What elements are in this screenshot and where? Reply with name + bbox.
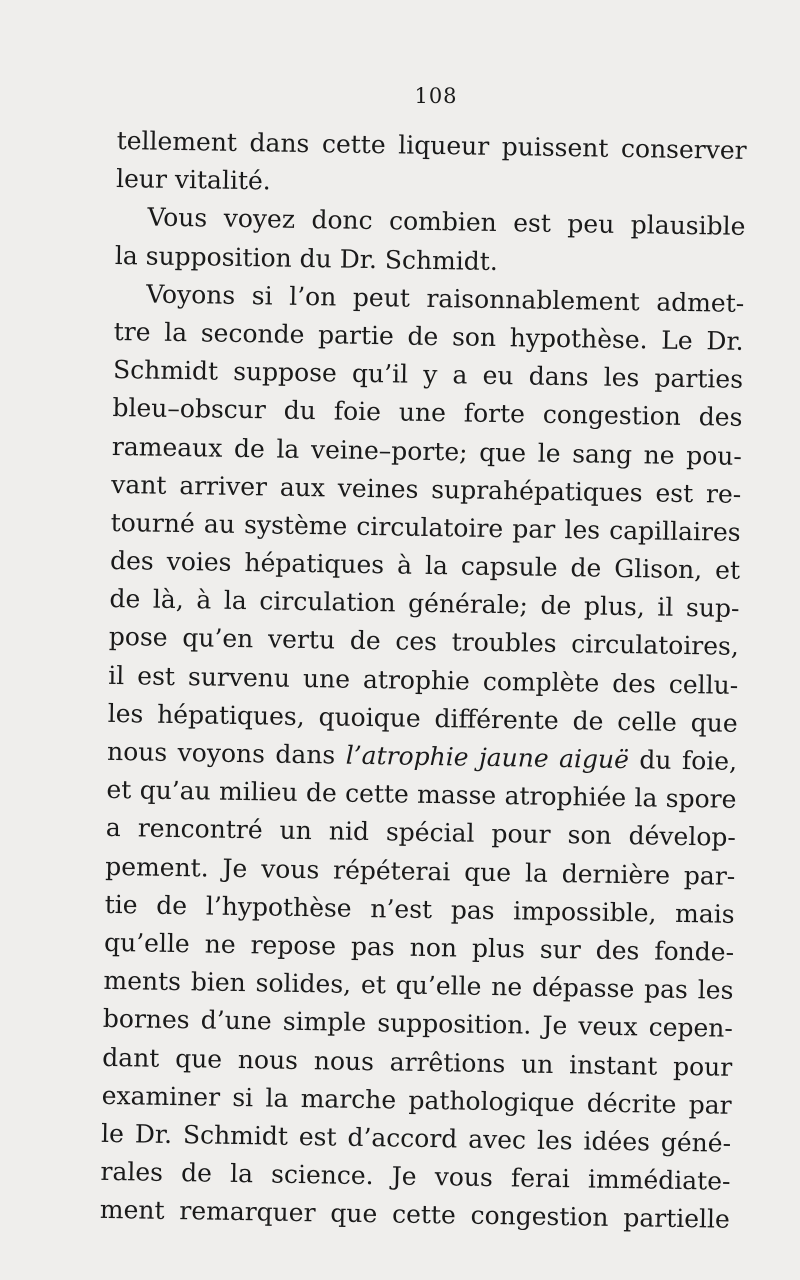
text-line: bornes d’une simple supposition. Je veux cepen-	[102, 1004, 734, 1044]
text-line: de là, à la circulation générale; de plus, il sup-	[109, 584, 740, 624]
text-line: il est survenu une atrophie complète des cellu-	[108, 660, 739, 700]
text-line: a rencontré un nid spécial pour son dévelop-	[105, 813, 737, 853]
text-line: des voies hépatiques à la capsule de Glison, et	[109, 546, 741, 585]
text-line: leur vitalité.	[115, 164, 271, 196]
text-line: le Dr. Schmidt est d’accord avec les idées géné-	[100, 1118, 732, 1158]
body-text	[100, 122, 747, 1239]
paragraph-2	[115, 198, 746, 284]
paragraph-1	[116, 122, 747, 208]
text-line: rales de la science. Je vous ferai immédiate-	[100, 1156, 731, 1196]
text-line: Schmidt suppose qu’il y a eu dans les parties	[112, 355, 744, 394]
text-line: tre la seconde partie de son hypothèse. Le Dr.	[113, 316, 744, 356]
text-line: examiner si la marche pathologique décrite par	[101, 1080, 732, 1120]
text-line: tellement dans cette liqueur puissent conserver	[116, 125, 747, 165]
text-line: rameaux de la veine–porte; que le sang ne pou-	[111, 431, 743, 471]
text-line: les hépatiques, quoique différente de celle que	[107, 698, 738, 738]
text-line: Voyons si l’on peut raisonnablement admet-	[146, 279, 745, 318]
text-line: bleu–obscur du foie une forte congestion des	[112, 393, 743, 433]
paragraph-3	[100, 275, 745, 1239]
italic-phrase: l’atrophie jaune aiguë	[345, 740, 630, 775]
text-line: tie de l’hypothèse n’est pas impossible, mais	[104, 889, 735, 929]
text-line: vant arriver aux veines suprahépatiques est re-	[111, 469, 742, 509]
text-line: tourné au système circulatoire par les capillaires	[110, 507, 741, 547]
text-line: Vous voyez donc combien est peu plausible	[147, 202, 746, 242]
text-line: pose qu’en vertu de ces troubles circulatoires,	[108, 622, 740, 662]
text-line: qu’elle ne repose pas non plus sur des fonde-	[103, 927, 735, 967]
text-line: dant que nous nous arrêtions un instant pour	[102, 1042, 733, 1082]
text-run: nous voyons dans	[106, 736, 346, 770]
page-number: 108	[414, 84, 458, 108]
text-line: et qu’au milieu de cette masse atrophiée la spore	[106, 775, 737, 814]
text-line: ments bien solides, et qu’elle ne dépasse pas les	[103, 966, 734, 1005]
text-line: ment remarquer que cette congestion partielle	[99, 1195, 731, 1235]
text-line: pement. Je vous répéterai que la dernière par-	[105, 851, 736, 891]
text-run: du foie,	[628, 745, 738, 776]
text-line: la supposition du Dr. Schmidt.	[114, 240, 499, 276]
